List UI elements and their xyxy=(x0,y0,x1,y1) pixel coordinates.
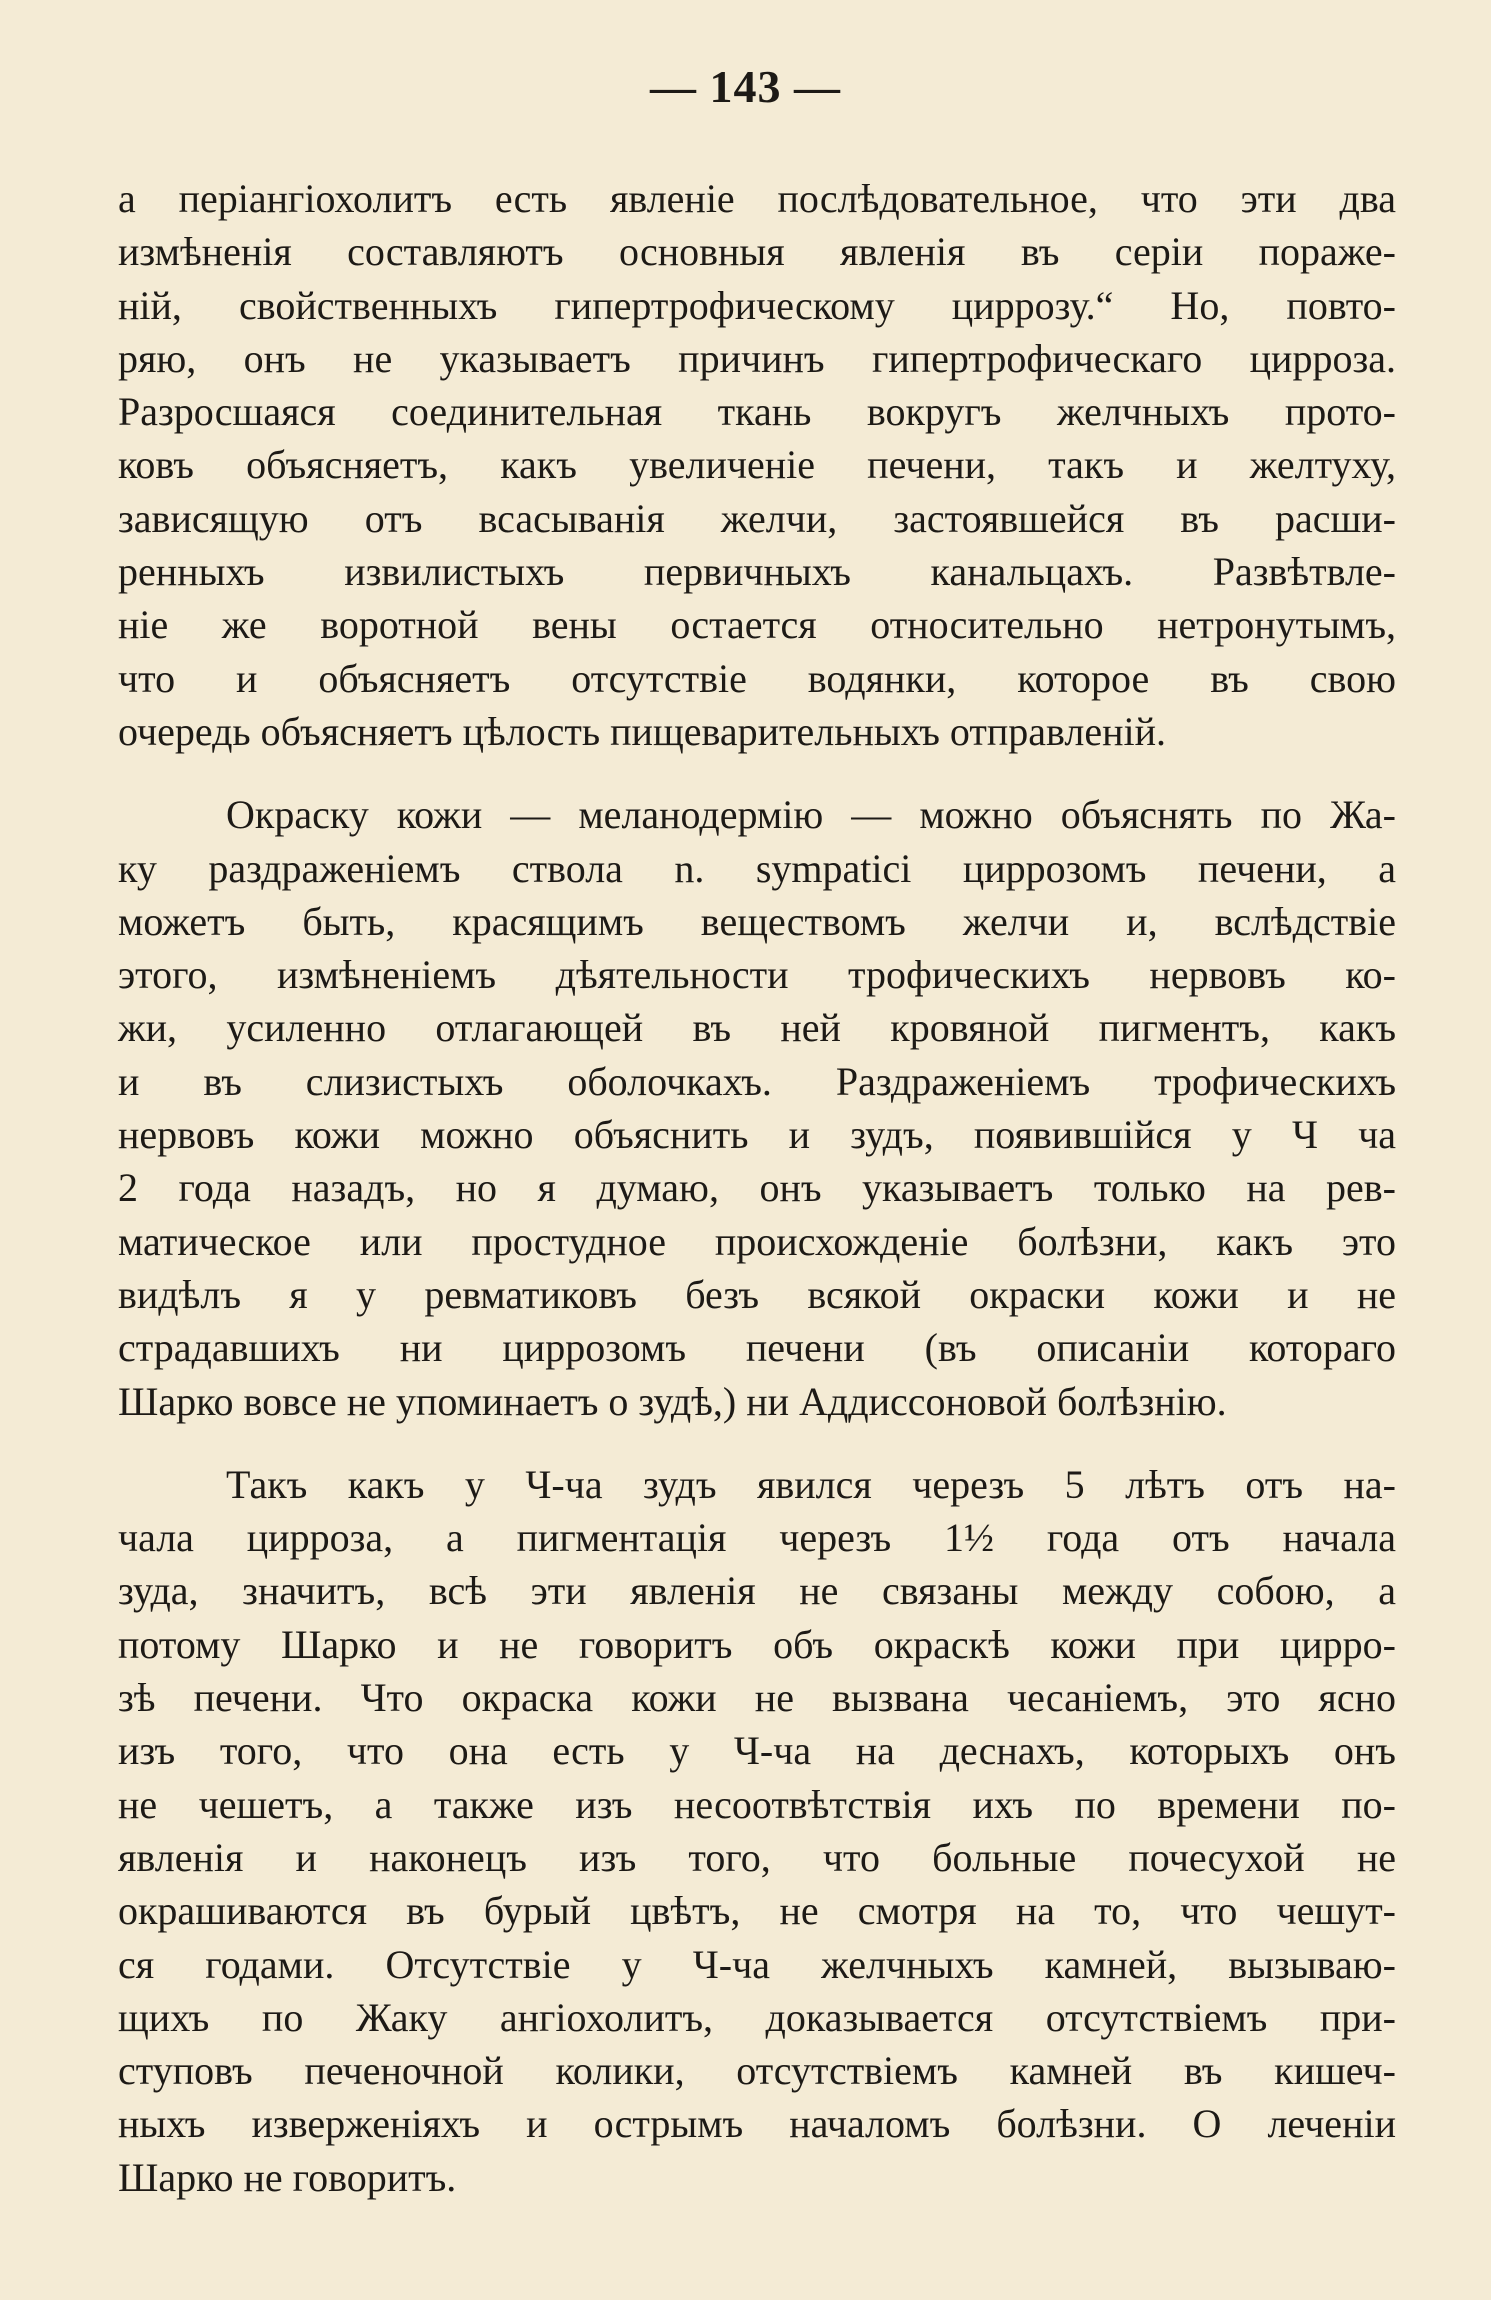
text-line: а періангіохолитъ есть явленіе послѣдовательное, что эти два xyxy=(118,176,1396,221)
text-line: окрашиваются въ бурый цвѣтъ, не смотря на то, что чешут- xyxy=(118,1888,1396,1934)
paragraph-3 xyxy=(118,1458,1396,2204)
text-line: ряю, онъ не указываетъ причинъ гипертрофическаго цирроза. xyxy=(118,335,1396,381)
text-line: 2 года назадъ, но я думаю, онъ указываетъ только на рев- xyxy=(118,1165,1396,1211)
text-line: ренныхъ извилистыхъ первичныхъ канальцахъ. Развѣтвле- xyxy=(118,549,1396,595)
text-line: зуда, значитъ, всѣ эти явленія не связаны между собою, а xyxy=(118,1568,1396,1614)
text-line: страдавшихъ ни циррозомъ печени (въ описаніи котораго xyxy=(118,1325,1396,1371)
text-line: зѣ печени. Что окраска кожи не вызвана чесаніемъ, это ясно xyxy=(118,1675,1396,1721)
text-line: этого, измѣненіемъ дѣятельности трофическихъ нервовъ ко- xyxy=(118,952,1396,998)
text-line: явленія и наконецъ изъ того, что больные почесухой не xyxy=(118,1834,1396,1880)
text-line: Такъ какъ у Ч-ча зудъ явился черезъ 5 лѣтъ отъ на- xyxy=(226,1461,1396,1507)
text-line: очередь объясняетъ цѣлость пищеварительныхъ отправленій. xyxy=(118,708,1167,754)
text-line: Шарко вовсе не упоминаетъ о зудѣ,) ни Аддиссоновой болѣзнію. xyxy=(118,1378,1227,1424)
text-line: и въ слизистыхъ оболочкахъ. Раздраженіемъ трофическихъ xyxy=(118,1058,1396,1104)
body-text xyxy=(118,172,1396,2204)
text-line: Шарко не говоритъ. xyxy=(118,2154,457,2200)
text-line: Разросшаяся соединительная ткань вокругъ желчныхъ прото- xyxy=(118,389,1396,435)
text-line: ступовъ печеночной колики, отсутствіемъ камней въ кишеч- xyxy=(118,2048,1396,2094)
text-line: что и объясняетъ отсутствіе водянки, которое въ свою xyxy=(118,655,1396,701)
text-line: потому Шарко и не говоритъ объ окраскѣ кожи при цирро- xyxy=(118,1621,1396,1667)
text-line: измѣненія составляютъ основныя явленія въ серіи пораже- xyxy=(118,229,1396,275)
text-line: щихъ по Жаку ангіохолитъ, доказывается отсутствіемъ при- xyxy=(118,1994,1396,2040)
text-line: чала цирроза, а пигментація черезъ 1½ года отъ начала xyxy=(118,1515,1396,1561)
text-line: ковъ объясняетъ, какъ увеличеніе печени, такъ и желтуху, xyxy=(118,442,1396,488)
text-line: жи, усиленно отлагающей въ ней кровяной пигментъ, какъ xyxy=(118,1005,1396,1051)
text-line: матическое или простудное происхожденіе болѣзни, какъ это xyxy=(118,1218,1396,1264)
text-line: Окраску кожи — меланодермію — можно объяснять по Жа- xyxy=(226,792,1396,838)
text-line: нервовъ кожи можно объяснить и зудъ, появившійся у Ч ча xyxy=(118,1112,1396,1158)
text-line: зависящую отъ всасыванія желчи, застоявшейся въ расши- xyxy=(118,495,1396,541)
text-line: ній, свойственныхъ гипертрофическому циррозу.“ Но, повто- xyxy=(118,282,1396,328)
text-line: не чешетъ, а также изъ несоотвѣтствія ихъ по времени по- xyxy=(118,1781,1396,1827)
text-line: ніе же воротной вены остается относительно нетронутымъ, xyxy=(118,602,1396,648)
text-line: ныхъ изверженіяхъ и острымъ началомъ болѣзни. О леченіи xyxy=(118,2101,1396,2147)
page-number: — 143 — xyxy=(650,61,841,112)
text-line: можетъ быть, красящимъ веществомъ желчи и, вслѣдствіе xyxy=(118,898,1396,944)
text-line: ся годами. Отсутствіе у Ч-ча желчныхъ камней, вызываю- xyxy=(118,1941,1396,1987)
paragraph-2 xyxy=(118,788,1396,1428)
paragraph-1 xyxy=(118,172,1396,758)
text-line: видѣлъ я у ревматиковъ безъ всякой окраски кожи и не xyxy=(118,1271,1396,1317)
text-line: ку раздраженіемъ ствола n. sympaticі циррозомъ печени, а xyxy=(118,845,1396,891)
text-line: изъ того, что она есть у Ч-ча на деснахъ, которыхъ онъ xyxy=(118,1728,1396,1774)
